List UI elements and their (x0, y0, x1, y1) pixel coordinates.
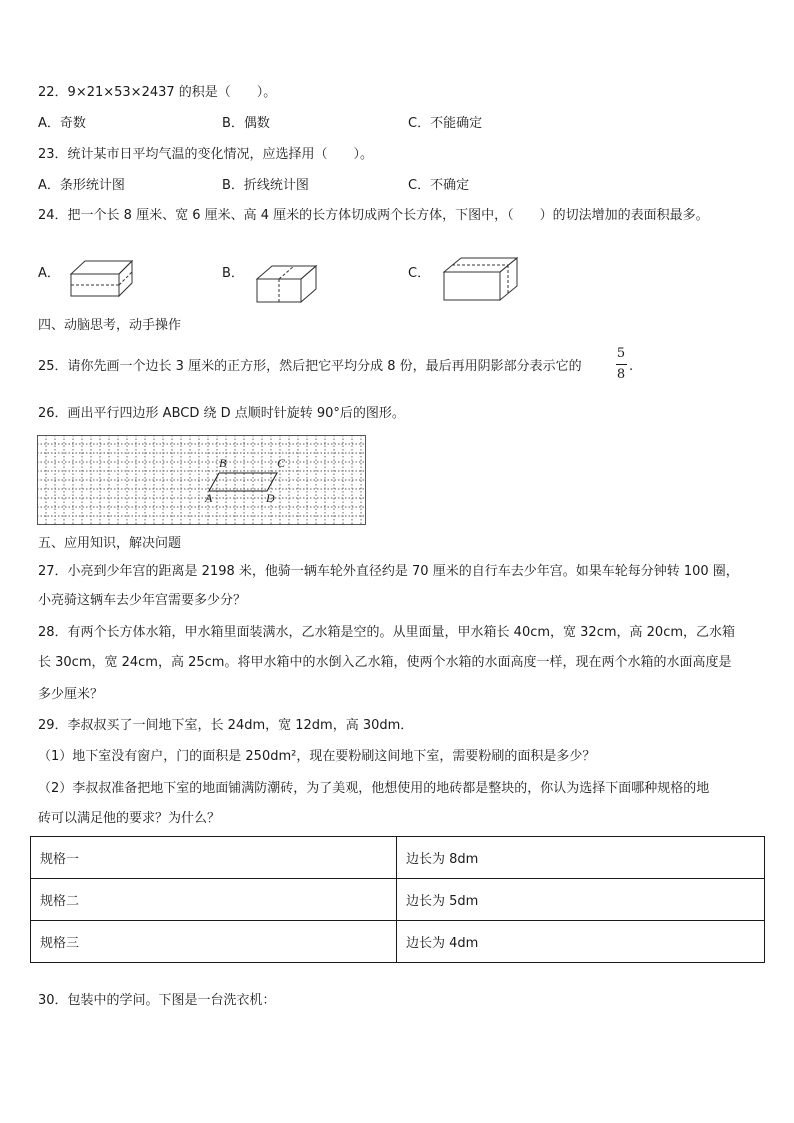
cuboid-a-horizontal-cut-figure (70, 259, 134, 299)
table-cell: 边长为 8dm (397, 837, 765, 879)
vertex-label-c: C (277, 456, 286, 470)
table-row (31, 921, 765, 963)
q27-line-2: 小亮骑这辆车去少年宫需要多少分？ (38, 593, 247, 608)
tile-spec-table (30, 836, 765, 963)
q30-stem: 30．包装中的学问。下图是一台洗衣机： (38, 993, 276, 1008)
q25-stem: 25．请你先画一个边长 3 厘米的正方形，然后把它平均分成 8 份，最后再用阴影部分表示它的 (38, 359, 582, 374)
q22-option-a: A．奇数 (38, 116, 86, 131)
table-cell: 规格二 (31, 879, 397, 921)
vertex-label-a: A (205, 491, 213, 505)
cuboid-c-depth-cut-figure (443, 256, 519, 302)
table-cell: 规格三 (31, 921, 397, 963)
q28-line-1: 28．有两个长方体水箱，甲水箱里面装满水，乙水箱是空的。从里面量，甲水箱长 40cm，宽 32cm，高 20cm，乙水箱 (38, 625, 735, 640)
table-row (31, 879, 765, 921)
q25-fraction-bar (616, 364, 627, 365)
q23-stem: 23．统计某市日平均气温的变化情况，应选择用（ ）。 (38, 147, 374, 162)
q22-option-b: B．偶数 (222, 116, 270, 131)
q28-line-3: 多少厘米？ (38, 687, 104, 702)
q24-option-a: A． (38, 266, 60, 281)
cuboid-b-vertical-cut-figure (256, 264, 320, 304)
table-cell: 边长为 5dm (397, 879, 765, 921)
q23-option-b: B．折线统计图 (222, 178, 309, 193)
q25-tail: . (629, 359, 634, 374)
q24-stem: 24．把一个长 8 厘米、宽 6 厘米、高 4 厘米的长方体切成两个长方体，下图中，（ ）的切法增加的表面积最多。 (38, 208, 709, 223)
q29-sub2-line-1: （2）李叔叔准备把地下室的地面铺满防潮砖，为了美观，他想使用的地砖都是整块的，你认为选择下面哪种规格的地 (38, 781, 710, 796)
section-5-title: 五、应用知识，解决问题 (38, 536, 182, 551)
q24-option-b: B． (222, 266, 244, 281)
q23-option-a: A．条形统计图 (38, 178, 125, 193)
q28-line-2: 长 30cm，宽 24cm，高 25cm。将甲水箱中的水倒入乙水箱，使两个水箱的水面高度一样，现在两个水箱的水面高度是 (38, 655, 732, 670)
dotted-grid-figure (37, 435, 367, 526)
table-cell: 规格一 (31, 837, 397, 879)
q23-option-c: C．不确定 (408, 178, 470, 193)
vertex-label-b: B (219, 456, 227, 470)
section-4-title: 四、动脑思考，动手操作 (38, 318, 182, 333)
q22-stem: 22．9×21×53×2437 的积是（ ）。 (38, 85, 277, 100)
q27-line-1: 27．小亮到少年宫的距离是 2198 米，他骑一辆车轮外直径约是 70 厘米的自行车去少年宫。如果车轮每分钟转 100 圈， (38, 564, 739, 579)
table-row (31, 837, 765, 879)
q22-option-c: C．不能确定 (408, 116, 483, 131)
q25-fraction-numerator: 5 (616, 346, 626, 361)
vertex-label-d: D (266, 491, 275, 505)
table-cell: 边长为 4dm (397, 921, 765, 963)
q24-option-c: C． (408, 266, 431, 281)
q25-fraction-denominator: 8 (616, 367, 626, 382)
q29-sub1: （1）地下室没有窗户，门的面积是 250dm²，现在要粉刷这间地下室，需要粉刷的面积是多少？ (38, 749, 596, 764)
q29-sub2-line-2: 砖可以满足他的要求？为什么？ (38, 811, 221, 826)
parallelogram-abcd (209, 473, 277, 491)
q26-stem: 26．画出平行四边形 ABCD 绕 D 点顺时针旋转 90°后的图形。 (38, 406, 405, 421)
q29-stem: 29．李叔叔买了一间地下室，长 24dm，宽 12dm，高 30dm． (38, 718, 414, 733)
